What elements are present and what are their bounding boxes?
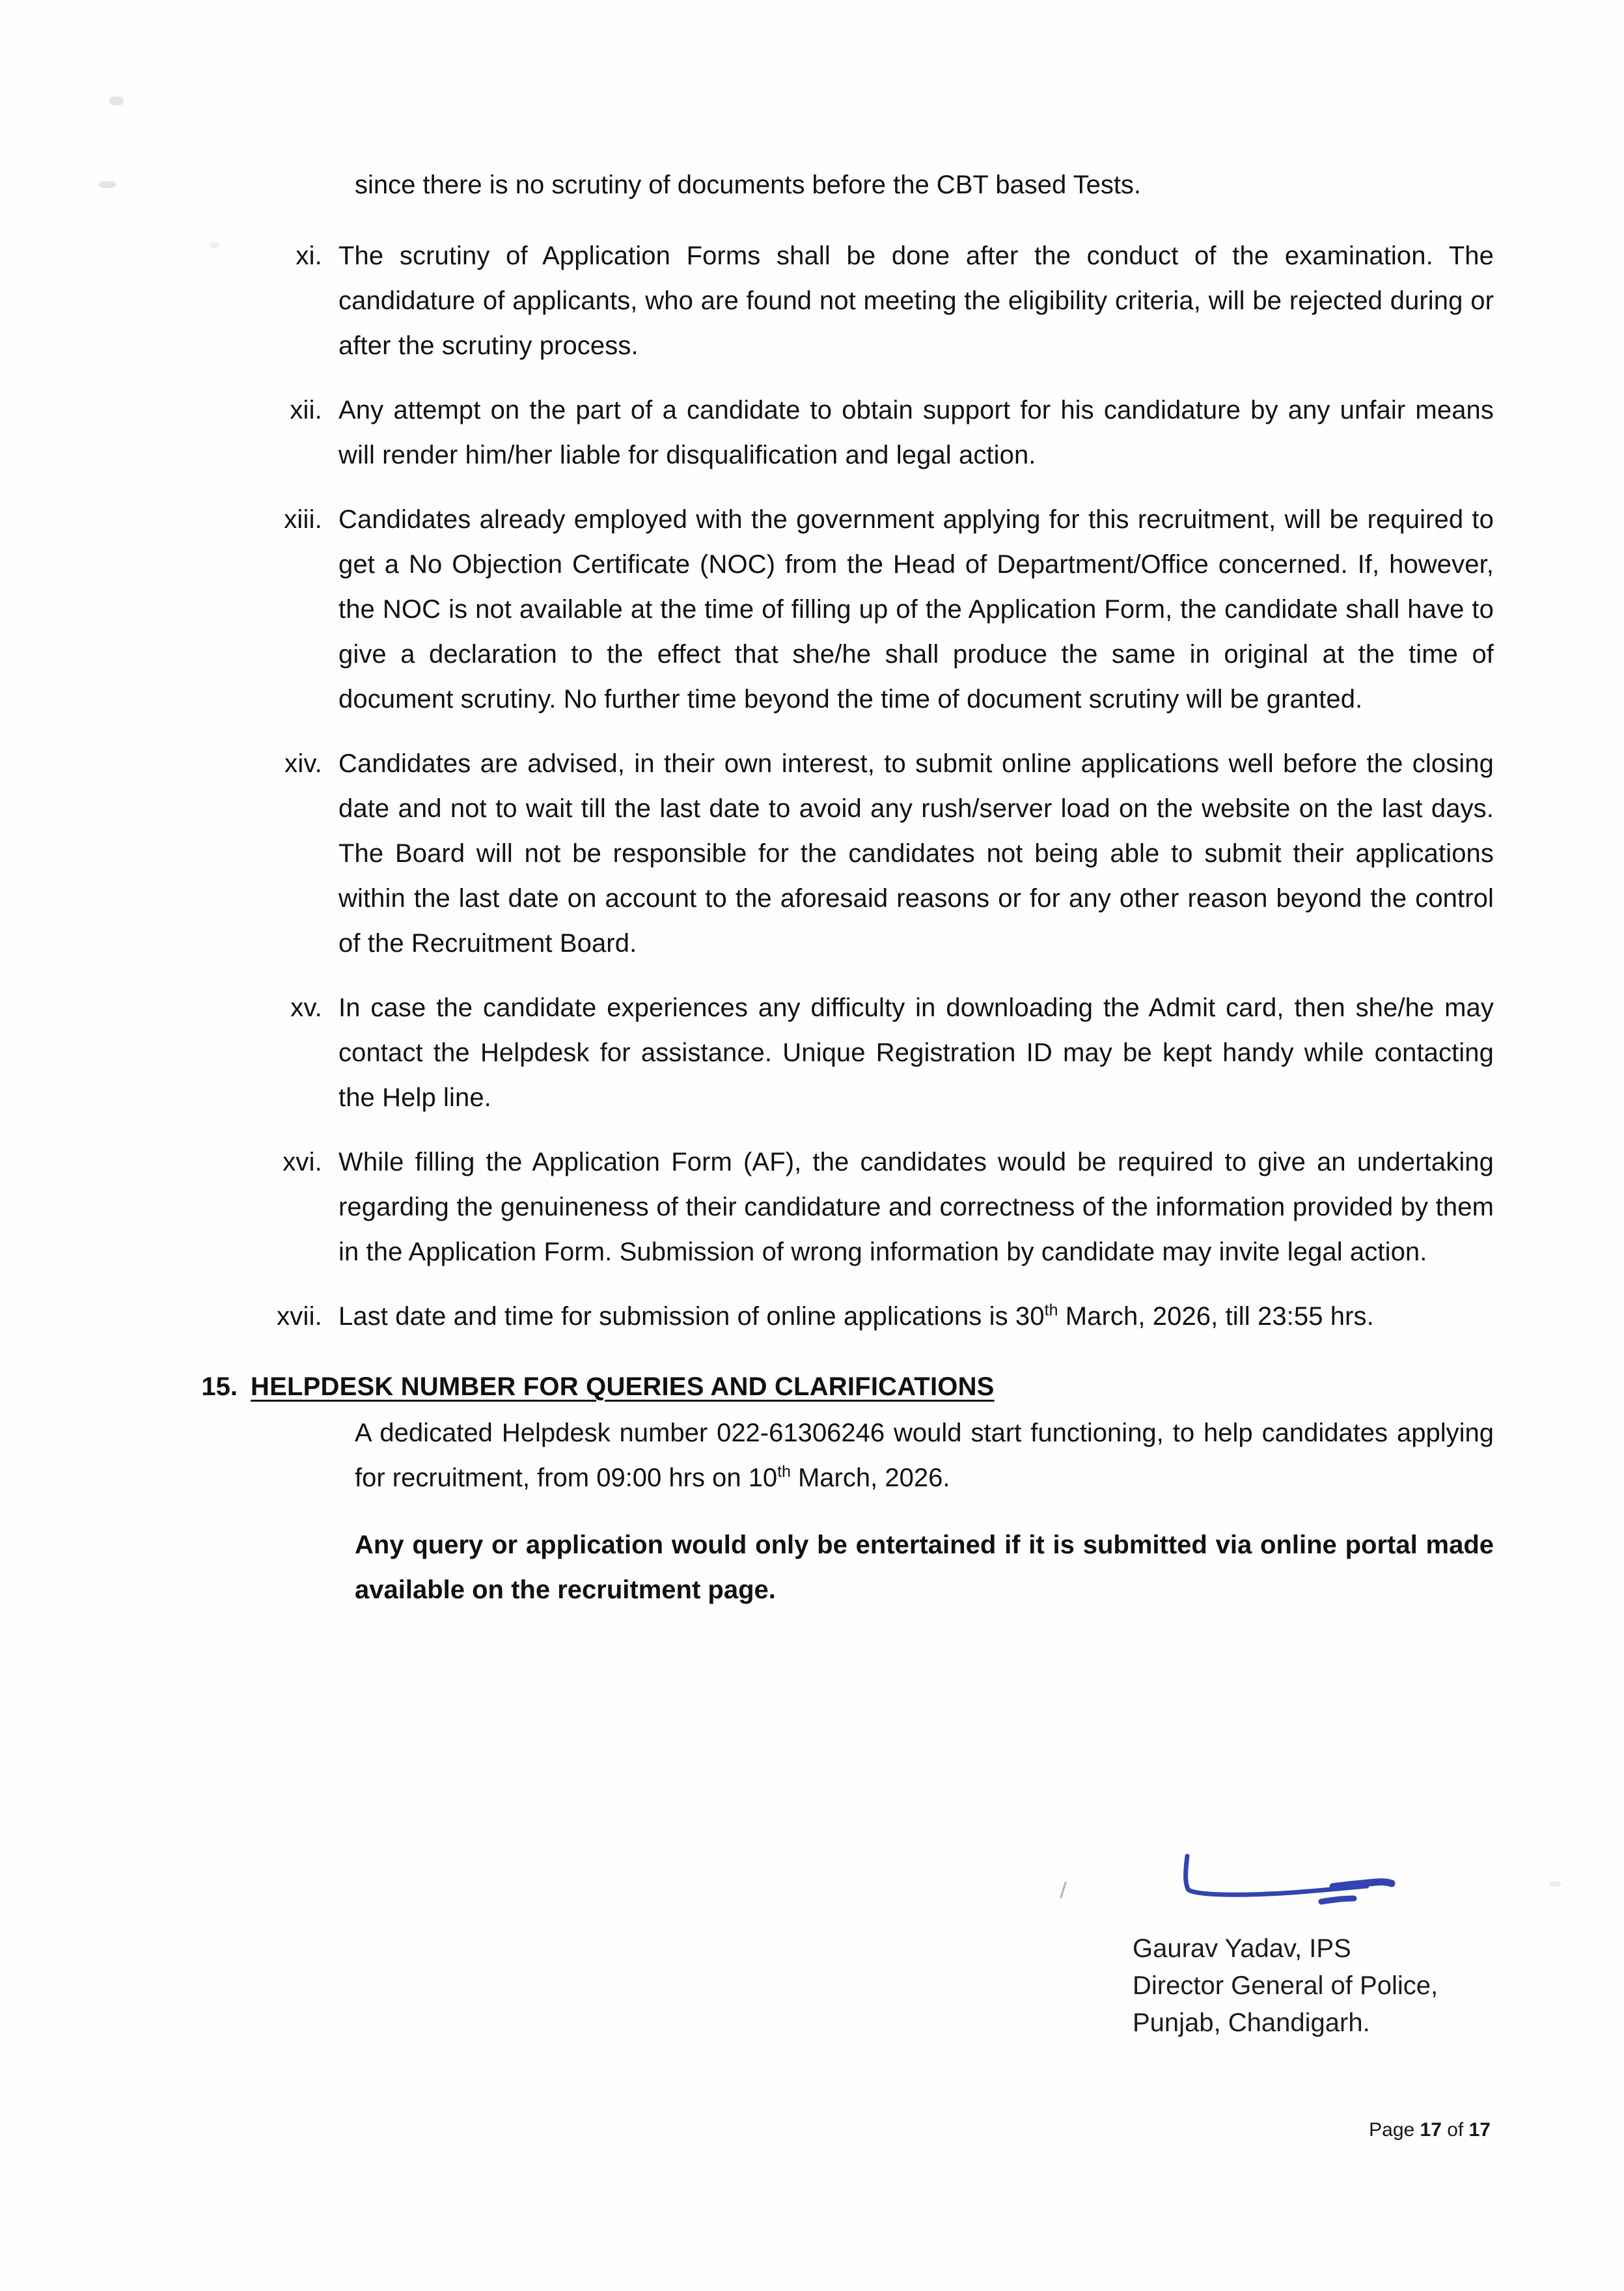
helpdesk-text-before: A dedicated Helpdesk number 022-61306246 would start functioning, to help candidates applying for recruitment, from 09:00 hrs on 10 xyxy=(355,1419,1494,1492)
list-item-text: While filling the Application Form (AF), the candidates would be required to give an undertaking regarding the genuineness of their candidature and correctness of the information provided by them in the Application Form. Submission of wrong information by candidate may invite legal action. xyxy=(338,1148,1494,1266)
list-item xyxy=(195,1140,1494,1275)
list-marker: xiii. xyxy=(284,505,322,534)
list-item xyxy=(195,742,1494,966)
list-item xyxy=(195,234,1494,368)
signature-block xyxy=(1133,1852,1536,2042)
list-item-text: Any attempt on the part of a candidate to obtain support for his candidature by any unfair means will render him/her liable for disqualification and legal action. xyxy=(338,396,1494,469)
document-body xyxy=(195,163,1494,1613)
scan-speck xyxy=(109,96,124,105)
scan-tick xyxy=(1060,1881,1067,1898)
section-heading xyxy=(195,1367,1494,1407)
handwritten-signature-icon xyxy=(1159,1852,1406,1930)
list-marker: xvii. xyxy=(277,1302,322,1331)
signatory-designation: Director General of Police, xyxy=(1133,1971,1438,2000)
list-marker: xiv. xyxy=(284,749,322,778)
footer-current-page: 17 xyxy=(1420,2119,1442,2141)
list-item-text: Candidates are advised, in their own interest, to submit online applications well before the closing date and not to wait till the last date to avoid any rush/server load on the website on the last days. The Board will not be responsible for the candidates not being able to submit their applications within the last date on account to the aforesaid reasons or for any other reason beyond the control of the Recruitment Board. xyxy=(338,749,1494,958)
signatory-name: Gaurav Yadav, IPS xyxy=(1133,1934,1351,1963)
ordinal-suffix: th xyxy=(777,1463,791,1481)
list-marker: xvi. xyxy=(282,1148,322,1176)
continuation-line: since there is no scrutiny of documents before the CBT based Tests. xyxy=(355,171,1142,199)
footer-middle: of xyxy=(1441,2119,1469,2141)
list-item-text xyxy=(338,1294,1494,1339)
signatory-location: Punjab, Chandigarh. xyxy=(1133,2008,1370,2037)
list-item xyxy=(195,986,1494,1120)
section-title: HELPDESK NUMBER FOR QUERIES AND CLARIFICATIONS xyxy=(251,1372,995,1401)
list-item-text: The scrutiny of Application Forms shall be done after the conduct of the examination. The candidature of applicants, who are found not meeting the eligibility criteria, will be rejected during or after the scrutiny process. xyxy=(338,242,1494,360)
list-item xyxy=(195,388,1494,478)
list-item-text: Candidates already employed with the government applying for this recruitment, will be required to get a No Objection Certificate (NOC) from the Head of Department/Office concerned. If, however, the NOC is not available at the time of filling up of the Application Form, the candidate shall have to give a declaration to the effect that she/he shall produce the same in original at the time of document scrutiny. No further time beyond the time of document scrutiny will be granted. xyxy=(338,505,1494,714)
footer-prefix: Page xyxy=(1369,2119,1420,2141)
footer-total-pages: 17 xyxy=(1468,2119,1491,2141)
scan-speck xyxy=(1549,1881,1561,1887)
last-date-text-after: March, 2026, till 23:55 hrs. xyxy=(1058,1302,1374,1331)
ordinal-suffix: th xyxy=(1044,1301,1058,1320)
scan-speck xyxy=(99,181,116,188)
helpdesk-paragraph xyxy=(355,1411,1494,1501)
online-portal-notice: Any query or application would only be entertained if it is submitted via online portal made available on the recruitment page. xyxy=(355,1531,1494,1604)
list-marker: xv. xyxy=(290,993,322,1022)
last-date-text-before: Last date and time for submission of online applications is 30 xyxy=(338,1302,1045,1331)
page-footer xyxy=(0,2119,1491,2141)
helpdesk-text-after: March, 2026. xyxy=(790,1464,950,1492)
list-item xyxy=(195,1294,1494,1339)
list-item-text: In case the candidate experiences any difficulty in downloading the Admit card, then she/he may contact the Helpdesk for assistance. Unique Registration ID may be kept handy while contacting the Help line. xyxy=(338,993,1494,1112)
list-marker: xi. xyxy=(296,242,322,270)
section-number: 15. xyxy=(201,1372,238,1401)
list-item xyxy=(195,497,1494,722)
list-marker: xii. xyxy=(290,396,322,424)
